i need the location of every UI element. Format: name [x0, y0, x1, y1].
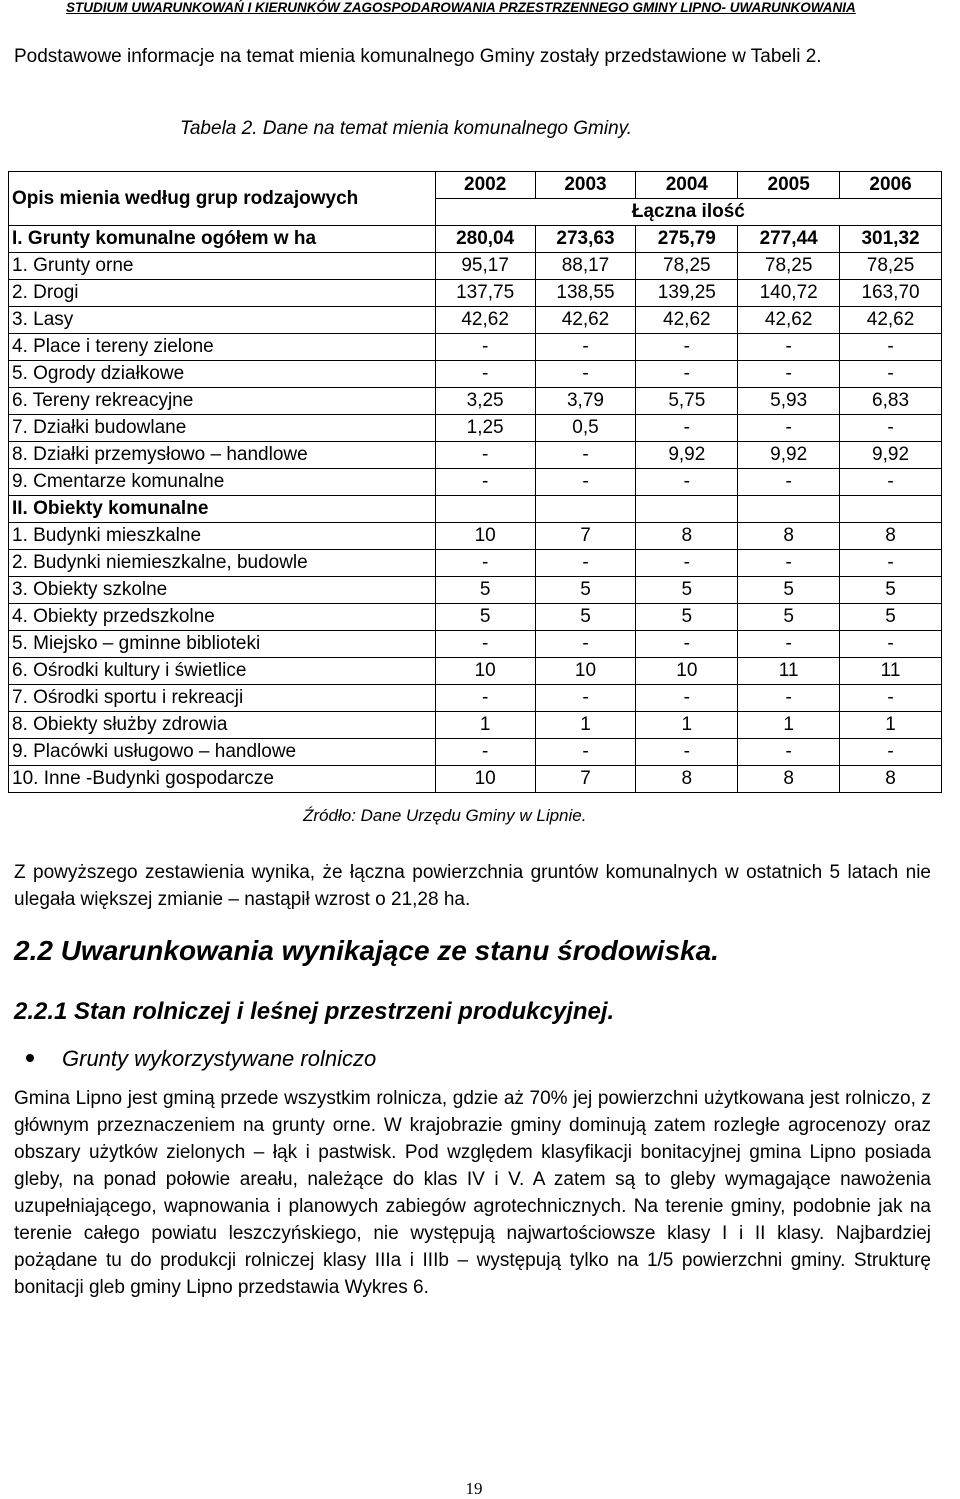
table-row [9, 739, 942, 766]
value-cell: - [738, 469, 840, 496]
value-cell: - [535, 631, 636, 658]
value-cell: 277,44 [738, 226, 840, 253]
value-cell [435, 496, 535, 523]
value-cell: 7 [535, 523, 636, 550]
value-cell: - [636, 361, 738, 388]
value-cell: 9,92 [636, 442, 738, 469]
row-label: 5. Miejsko – gminne biblioteki [9, 631, 436, 658]
value-cell: - [636, 415, 738, 442]
value-cell: 5,93 [738, 388, 840, 415]
value-cell: 10 [435, 523, 535, 550]
value-cell: 5 [435, 577, 535, 604]
value-cell: 0,5 [535, 415, 636, 442]
bullet-icon [26, 1054, 34, 1062]
value-cell: - [840, 334, 942, 361]
value-cell: 78,25 [840, 253, 942, 280]
value-cell: - [535, 469, 636, 496]
value-cell: 5,75 [636, 388, 738, 415]
value-cell: 42,62 [535, 307, 636, 334]
row-label: 1. Budynki mieszkalne [9, 523, 436, 550]
row-label: 6. Tereny rekreacyjne [9, 388, 436, 415]
value-cell: - [738, 415, 840, 442]
value-cell: 10 [535, 658, 636, 685]
value-cell: 139,25 [636, 280, 738, 307]
value-cell: 137,75 [435, 280, 535, 307]
table-source: Źródło: Dane Urzędu Gminy w Lipnie. [303, 806, 587, 825]
year-header: 2003 [535, 172, 636, 199]
value-cell: 42,62 [435, 307, 535, 334]
value-cell: - [840, 469, 942, 496]
value-cell: - [435, 685, 535, 712]
table-row [9, 523, 942, 550]
value-cell: 10 [435, 766, 535, 793]
value-cell: 163,70 [840, 280, 942, 307]
value-cell: - [435, 469, 535, 496]
value-cell: 7 [535, 766, 636, 793]
value-cell: 5 [535, 577, 636, 604]
table-row [9, 415, 942, 442]
value-cell: - [435, 550, 535, 577]
value-cell: - [738, 361, 840, 388]
table-row [9, 766, 942, 793]
value-cell: 5 [840, 577, 942, 604]
value-cell: - [535, 550, 636, 577]
value-cell: 3,79 [535, 388, 636, 415]
intro-paragraph: Podstawowe informacje na temat mienia komunalnego Gminy zostały przedstawione w Tabeli 2. [14, 46, 822, 67]
year-header: 2002 [435, 172, 535, 199]
value-cell: 6,83 [840, 388, 942, 415]
table-row [9, 496, 942, 523]
row-label: 1. Grunty orne [9, 253, 436, 280]
value-cell: - [738, 550, 840, 577]
row-label: 7. Ośrodki sportu i rekreacji [9, 685, 436, 712]
row-label: 3. Lasy [9, 307, 436, 334]
value-cell: - [840, 550, 942, 577]
row-label: 9. Placówki usługowo – handlowe [9, 739, 436, 766]
value-cell: - [636, 685, 738, 712]
value-cell: 301,32 [840, 226, 942, 253]
value-cell: 5 [535, 604, 636, 631]
value-cell: 10 [435, 658, 535, 685]
value-cell: - [535, 361, 636, 388]
value-cell: - [535, 442, 636, 469]
value-cell: 1 [636, 712, 738, 739]
bullet-heading [14, 1046, 376, 1072]
value-cell: 11 [840, 658, 942, 685]
value-cell: - [840, 631, 942, 658]
table-row [9, 550, 942, 577]
value-cell: 10 [636, 658, 738, 685]
table-row [9, 388, 942, 415]
table-row [9, 469, 942, 496]
subsection-heading: 2.2.1 Stan rolniczej i leśnej przestrzeni produkcyjnej. [14, 998, 615, 1025]
table-header-row [9, 172, 942, 199]
value-cell: - [840, 415, 942, 442]
value-cell: 8 [636, 523, 738, 550]
row-label: 9. Cmentarze komunalne [9, 469, 436, 496]
value-cell: 8 [840, 523, 942, 550]
value-cell: 8 [840, 766, 942, 793]
municipal-property-table [8, 171, 942, 793]
value-cell: - [840, 685, 942, 712]
value-cell: 5 [636, 577, 738, 604]
value-cell: - [435, 361, 535, 388]
row-label: 7. Działki budowlane [9, 415, 436, 442]
value-cell: - [636, 631, 738, 658]
value-cell: - [738, 334, 840, 361]
row-label: 2. Budynki niemieszkalne, budowle [9, 550, 436, 577]
value-cell: 5 [738, 604, 840, 631]
value-cell [738, 496, 840, 523]
value-cell: 8 [738, 523, 840, 550]
value-cell: 1,25 [435, 415, 535, 442]
row-label: 4. Place i tereny zielone [9, 334, 436, 361]
label-column-header: Opis mienia według grup rodzajowych [9, 172, 436, 226]
row-label: 4. Obiekty przedszkolne [9, 604, 436, 631]
value-cell: 42,62 [840, 307, 942, 334]
summary-paragraph: Z powyższego zestawienia wynika, że łączna powierzchnia gruntów komunalnych w ostatnich 5 latach nie ulegała większej zmianie – nastąpił wzrost o 21,28 ha. [14, 862, 931, 910]
value-cell: 78,25 [636, 253, 738, 280]
value-cell: 5 [840, 604, 942, 631]
value-cell: - [435, 442, 535, 469]
value-cell: - [840, 739, 942, 766]
table-row [9, 280, 942, 307]
value-cell: - [738, 685, 840, 712]
value-cell [840, 496, 942, 523]
value-cell: - [636, 739, 738, 766]
value-cell: - [840, 361, 942, 388]
value-cell: 1 [738, 712, 840, 739]
table-row [9, 658, 942, 685]
value-cell: 88,17 [535, 253, 636, 280]
row-label: 5. Ogrody działkowe [9, 361, 436, 388]
table-row [9, 442, 942, 469]
value-cell: 5 [738, 577, 840, 604]
value-cell: - [535, 739, 636, 766]
section-heading: 2.2 Uwarunkowania wynikające ze stanu środowiska. [14, 935, 719, 966]
value-cell: 273,63 [535, 226, 636, 253]
year-header: 2006 [840, 172, 942, 199]
value-cell: 275,79 [636, 226, 738, 253]
table-row [9, 334, 942, 361]
value-cell: - [435, 739, 535, 766]
value-cell: - [535, 685, 636, 712]
value-cell [636, 496, 738, 523]
row-label: I. Grunty komunalne ogółem w ha [9, 226, 436, 253]
value-cell: 1 [535, 712, 636, 739]
value-cell: 5 [636, 604, 738, 631]
value-cell: 42,62 [636, 307, 738, 334]
value-cell: 8 [738, 766, 840, 793]
value-cell: - [636, 469, 738, 496]
value-cell: 9,92 [738, 442, 840, 469]
table-row [9, 253, 942, 280]
year-header: 2004 [636, 172, 738, 199]
table-row [9, 712, 942, 739]
table-row [9, 604, 942, 631]
value-cell: - [435, 631, 535, 658]
value-cell [535, 496, 636, 523]
row-label: 6. Ośrodki kultury i świetlice [9, 658, 436, 685]
row-label: II. Obiekty komunalne [9, 496, 436, 523]
value-cell: 78,25 [738, 253, 840, 280]
row-label: 3. Obiekty szkolne [9, 577, 436, 604]
value-cell: - [636, 550, 738, 577]
bullet-heading-text: Grunty wykorzystywane rolniczo [62, 1046, 377, 1071]
value-cell: - [738, 739, 840, 766]
table-body [9, 172, 942, 793]
row-label: 8. Działki przemysłowo – handlowe [9, 442, 436, 469]
value-cell: 42,62 [738, 307, 840, 334]
table-row [9, 685, 942, 712]
row-label: 8. Obiekty służby zdrowia [9, 712, 436, 739]
table-row [9, 307, 942, 334]
value-cell: - [535, 334, 636, 361]
value-cell: 5 [435, 604, 535, 631]
value-cell: - [636, 334, 738, 361]
value-cell: - [435, 334, 535, 361]
table-caption: Tabela 2. Dane na temat mienia komunalnego Gminy. [180, 118, 633, 139]
table-row [9, 361, 942, 388]
table-row [9, 226, 942, 253]
value-cell: 138,55 [535, 280, 636, 307]
page-number: 19 [465, 1479, 483, 1498]
body-paragraph: Gmina Lipno jest gminą przede wszystkim rolnicza, gdzie aż 70% jej powierzchni użytkowana jest rolniczo, z głównym przeznaczeniem na grunty orne. W krajobrazie gminy dominują zatem rozległe agrocenozy oraz obszary użytków zielonych – łąk i pastwisk. Pod względem klasyfikacji bonitacyjnej gmina Lipno posiada gleby, na ponad połowie areału, należące do klas IV i V. A zatem są to gleby wymagające nawożenia uzupełniającego, wapnowania i planowych zabiegów agrotechnicznych. Na terenie gminy, podobnie jak na terenie całego powiatu leszczyńskiego, nie występują najwartościowsze klasy I i II klasy. Najbardziej pożądane tu do produkcji rolniczej klasy IIIa i IIIb – występują tylko na 1/5 powierzchni gminy. Strukturę bonitacji gleb gminy Lipno przedstawia Wykres 6. [14, 1088, 931, 1298]
value-cell: 95,17 [435, 253, 535, 280]
value-cell: 8 [636, 766, 738, 793]
value-cell: 1 [840, 712, 942, 739]
value-cell: 11 [738, 658, 840, 685]
value-cell: 1 [435, 712, 535, 739]
total-quantity-header: Łączna ilość [435, 199, 941, 226]
value-cell: 140,72 [738, 280, 840, 307]
value-cell: 3,25 [435, 388, 535, 415]
value-cell: 280,04 [435, 226, 535, 253]
running-header: STUDIUM UWARUNKOWAŃ I KIERUNKÓW ZAGOSPODAROWANIA PRZESTRZENNEGO GMINY LIPNO- UWARUNKOWANIA [66, 0, 856, 15]
value-cell: - [738, 631, 840, 658]
row-label: 2. Drogi [9, 280, 436, 307]
table-row [9, 631, 942, 658]
year-header: 2005 [738, 172, 840, 199]
row-label: 10. Inne -Budynki gospodarcze [9, 766, 436, 793]
table-row [9, 577, 942, 604]
value-cell: 9,92 [840, 442, 942, 469]
